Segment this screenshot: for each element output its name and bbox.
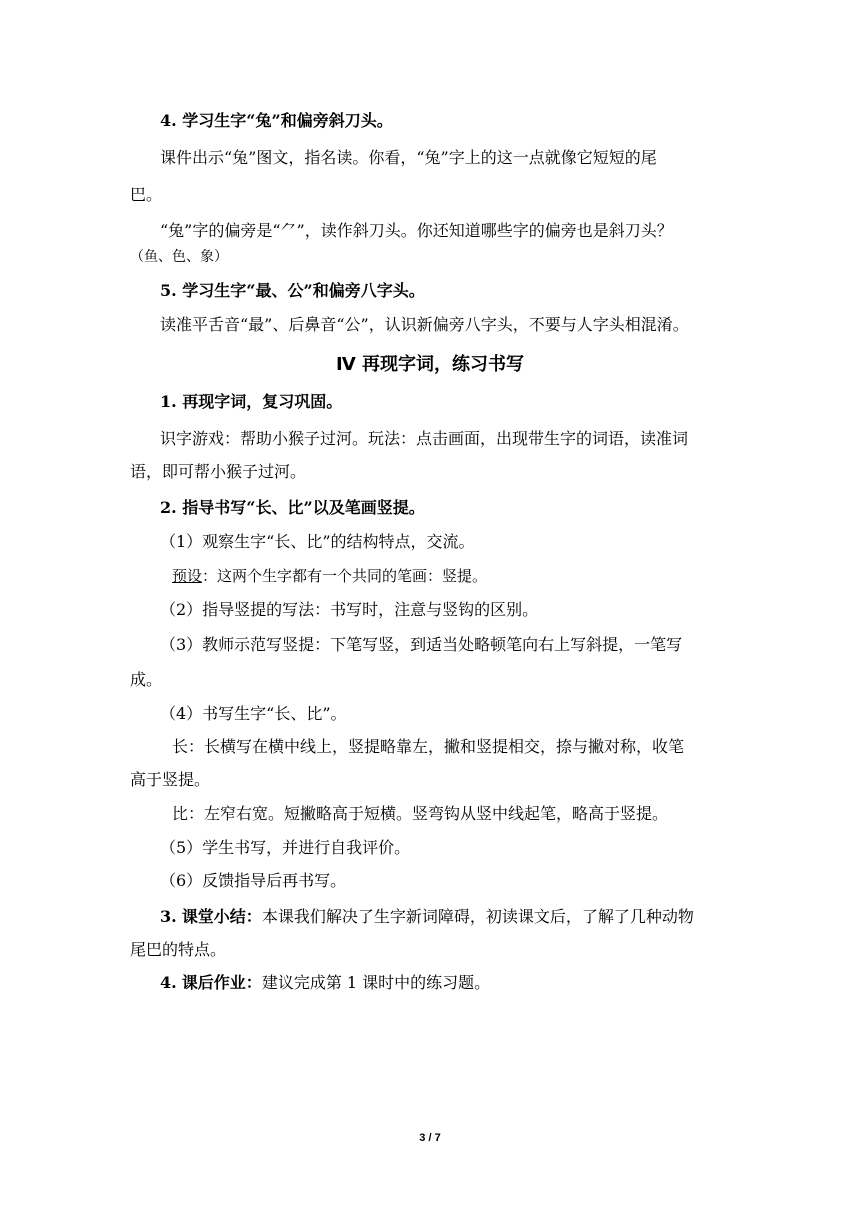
summary-line	[160, 907, 694, 927]
paragraph-line: 尾巴的特点。	[130, 940, 227, 959]
heading-item-4	[160, 111, 393, 131]
paragraph-line: 成。	[130, 670, 163, 689]
paragraph-line: （1）观察生字“长、比”的结构特点，交流。	[160, 532, 475, 551]
item-number: 4.	[160, 111, 177, 130]
paragraph-line: 识字游戏：帮助小猴子过河。玩法：点击画面，出现带生字的词语，读准词	[160, 429, 689, 448]
section-title: Ⅳ 再现字词，练习书写	[335, 354, 525, 375]
heading-item-2	[160, 498, 425, 518]
summary-text: 本课我们解决了生字新词障碍，初读课文后，了解了几种动物	[261, 907, 694, 926]
item-number: 1.	[160, 392, 177, 411]
paragraph-line: 巴。	[130, 185, 163, 204]
paragraph-line: （4）书写生字“长、比”。	[160, 704, 347, 723]
homework-label: 课后作业：	[181, 973, 262, 992]
homework-line	[160, 973, 490, 993]
item-number: 3.	[160, 907, 177, 926]
paragraph-line: 高于竖提。	[130, 770, 211, 789]
preset-text: ：这两个生字都有一个共同的笔画：竖提。	[202, 567, 488, 585]
paragraph-line: 语，即可帮小猴子过河。	[130, 462, 307, 481]
homework-text: 建议完成第 1 课时中的练习题。	[261, 973, 491, 992]
item-heading-text: 再现字词，复习巩固。	[182, 392, 343, 411]
preset-label: 预设	[172, 567, 203, 585]
summary-label: 课堂小结：	[181, 907, 262, 926]
item-heading-text: 学习生字“兔”和偏旁斜刀头。	[182, 111, 393, 130]
heading-item-5	[160, 281, 425, 301]
paragraph-line: 长：长横写在横中线上，竖提略靠左，撇和竖提相交，捺与撇对称，收笔	[172, 737, 685, 756]
preset-line	[172, 566, 487, 586]
paragraph-line: 读准平舌音“最”、后鼻音“公”，认识新偏旁八字头，不要与人字头相混淆。	[160, 315, 689, 334]
paragraph-line: “兔”字的偏旁是“⺈”，读作斜刀头。你还知道哪些字的偏旁也是斜刀头？	[160, 221, 673, 240]
paragraph-line: （2）指导竖提的写法：书写时，注意与竖钩的区别。	[160, 600, 539, 619]
page-number: 3 / 7	[419, 1132, 441, 1144]
paragraph-line: 比：左窄右宽。短撇略高于短横。竖弯钩从竖中线起笔，略高于竖提。	[172, 804, 669, 823]
heading-item-1	[160, 392, 342, 412]
paragraph-line: （鱼、色、象）	[130, 249, 228, 265]
item-heading-text: 学习生字“最、公”和偏旁八字头。	[182, 281, 425, 300]
paragraph-line: （6）反馈指导后再书写。	[160, 871, 347, 890]
item-heading-text: 指导书写“长、比”以及笔画竖提。	[182, 498, 425, 517]
item-number: 2.	[160, 498, 177, 517]
paragraph-line: （5）学生书写，并进行自我评价。	[160, 838, 411, 857]
item-number: 5.	[160, 281, 177, 300]
paragraph-line: 课件出示“兔”图文，指名读。你看，“兔”字上的这一点就像它短短的尾	[160, 148, 657, 167]
paragraph-line: （3）教师示范写竖提：下笔写竖，到适当处略顿笔向右上写斜提，一笔写	[160, 635, 683, 654]
item-number: 4.	[160, 973, 177, 992]
